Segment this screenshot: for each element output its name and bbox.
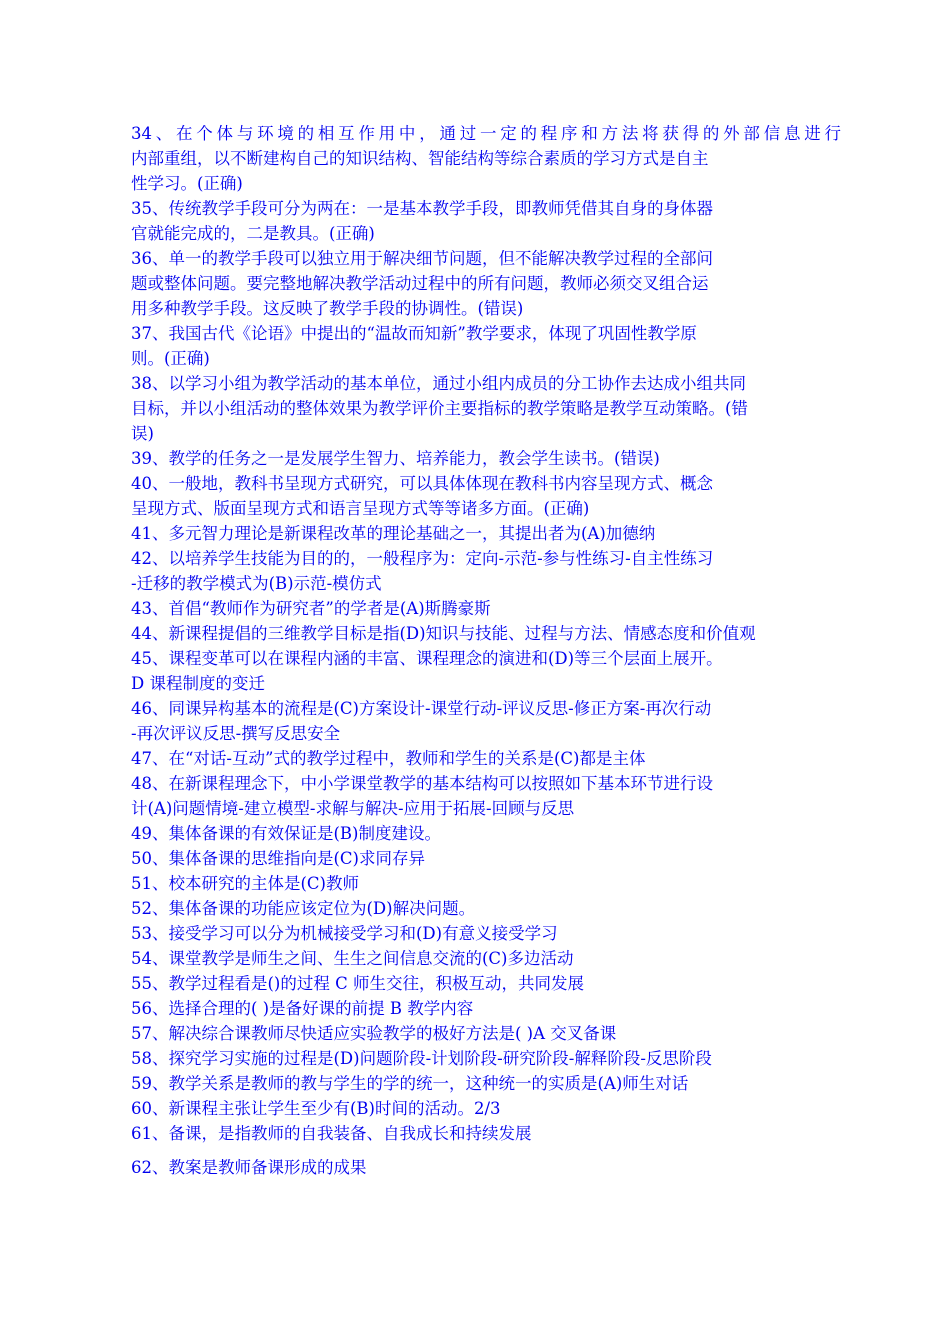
text-line: 用多种教学手段。这反映了教学手段的协调性。(错误): [131, 299, 524, 318]
text-line: 51、校本研究的主体是(C)教师: [131, 874, 359, 893]
text-line: 目标，并以小组活动的整体效果为教学评价主要指标的教学策略是教学互动策略。(错: [131, 399, 748, 418]
text-line: 47、在“对话-互动”式的教学过程中，教师和学生的关系是(C)都是主体: [131, 749, 646, 768]
text-line: 42、以培养学生技能为目的的，一般程序为：定向-示范-参与性练习-自主性练习: [131, 549, 714, 568]
text-line: 41、多元智力理论是新课程改革的理论基础之一，其提出者为(A)加德纳: [131, 524, 656, 543]
document-body: [131, 121, 841, 1180]
text-line: 52、集体备课的功能应该定位为(D)解决问题。: [131, 899, 476, 918]
text-line: 54、课堂教学是师生之间、生生之间信息交流的(C)多边活动: [131, 949, 574, 968]
text-line: 48、在新课程理念下，中小学课堂教学的基本结构可以按照如下基本环节进行设: [131, 774, 713, 793]
text-line: 36、单一的教学手段可以独立用于解决细节问题，但不能解决教学过程的全部问: [131, 249, 713, 268]
text-line: 46、同课异构基本的流程是(C)方案设计-课堂行动-评议反思-修正方案-再次行动: [131, 699, 712, 718]
text-line: D 课程制度的变迁: [131, 674, 265, 693]
text-line: 性学习。(正确): [131, 174, 243, 193]
text-line: 56、选择合理的( )是备好课的前提 B 教学内容: [131, 999, 474, 1018]
text-line: 35、传统教学手段可分为两在：一是基本教学手段，即教师凭借其自身的身体器: [131, 199, 713, 218]
text-line: 60、新课程主张让学生至少有(B)时间的活动。2/3: [131, 1099, 501, 1118]
text-line: 62、教案是教师备课形成的成果: [131, 1158, 367, 1177]
text-line: 38、以学习小组为教学活动的基本单位，通过小组内成员的分工协作去达成小组共同: [131, 374, 746, 393]
text-line: 题或整体问题。要完整地解决教学活动过程中的所有问题，教师必须交叉组合运: [131, 274, 709, 293]
text-line: 内部重组，以不断建构自己的知识结构、智能结构等综合素质的学习方式是自主: [131, 149, 709, 168]
text-line: 37、我国古代《论语》中提出的“温故而知新”教学要求，体现了巩固性教学原: [131, 324, 697, 343]
text-line: -再次评议反思-撰写反思安全: [131, 724, 341, 743]
text-line: 44、新课程提倡的三维教学目标是指(D)知识与技能、过程与方法、情感态度和价值观: [131, 624, 756, 643]
text-line: 50、集体备课的思维指向是(C)求同存异: [131, 849, 425, 868]
text-line: 34、在个体与环境的相互作用中，通过一定的程序和方法将获得的外部信息进行: [131, 124, 841, 143]
text-line: 呈现方式、版面呈现方式和语言呈现方式等等诸多方面。(正确): [131, 499, 590, 518]
text-line: 49、集体备课的有效保证是(B)制度建设。: [131, 824, 441, 843]
text-line: 计(A)问题情境-建立模型-求解与解决-应用于拓展-回顾与反思: [131, 799, 575, 818]
text-line: 40、一般地，教科书呈现方式研究，可以具体体现在教科书内容呈现方式、概念: [131, 474, 713, 493]
text-line: 53、接受学习可以分为机械接受学习和(D)有意义接受学习: [131, 924, 558, 943]
text-line: 则。(正确): [131, 349, 210, 368]
text-line: 45、课程变革可以在课程内涵的丰富、课程理念的演进和(D)等三个层面上展开。: [131, 649, 723, 668]
text-line: 58、探究学习实施的过程是(D)问题阶段-计划阶段-研究阶段-解释阶段-反思阶段: [131, 1049, 712, 1068]
text-line: 误): [131, 424, 154, 443]
text-line: 43、首倡“教师作为研究者”的学者是(A)斯腾豪斯: [131, 599, 491, 618]
text-line: 57、解决综合课教师尽快适应实验教学的极好方法是( )A 交叉备课: [131, 1024, 617, 1043]
text-line: 55、教学过程看是()的过程 C 师生交往，积极互动，共同发展: [131, 974, 584, 993]
text-line: 39、教学的任务之一是发展学生智力、培养能力，教会学生读书。(错误): [131, 449, 660, 468]
text-line: -迁移的教学模式为(B)示范-模仿式: [131, 574, 382, 593]
text-line: 61、备课，是指教师的自我装备、自我成长和持续发展: [131, 1124, 532, 1143]
text-line: 59、教学关系是教师的教与学生的学的统一，这种统一的实质是(A)师生对话: [131, 1074, 689, 1093]
text-line: 官就能完成的，二是教具。(正确): [131, 224, 375, 243]
